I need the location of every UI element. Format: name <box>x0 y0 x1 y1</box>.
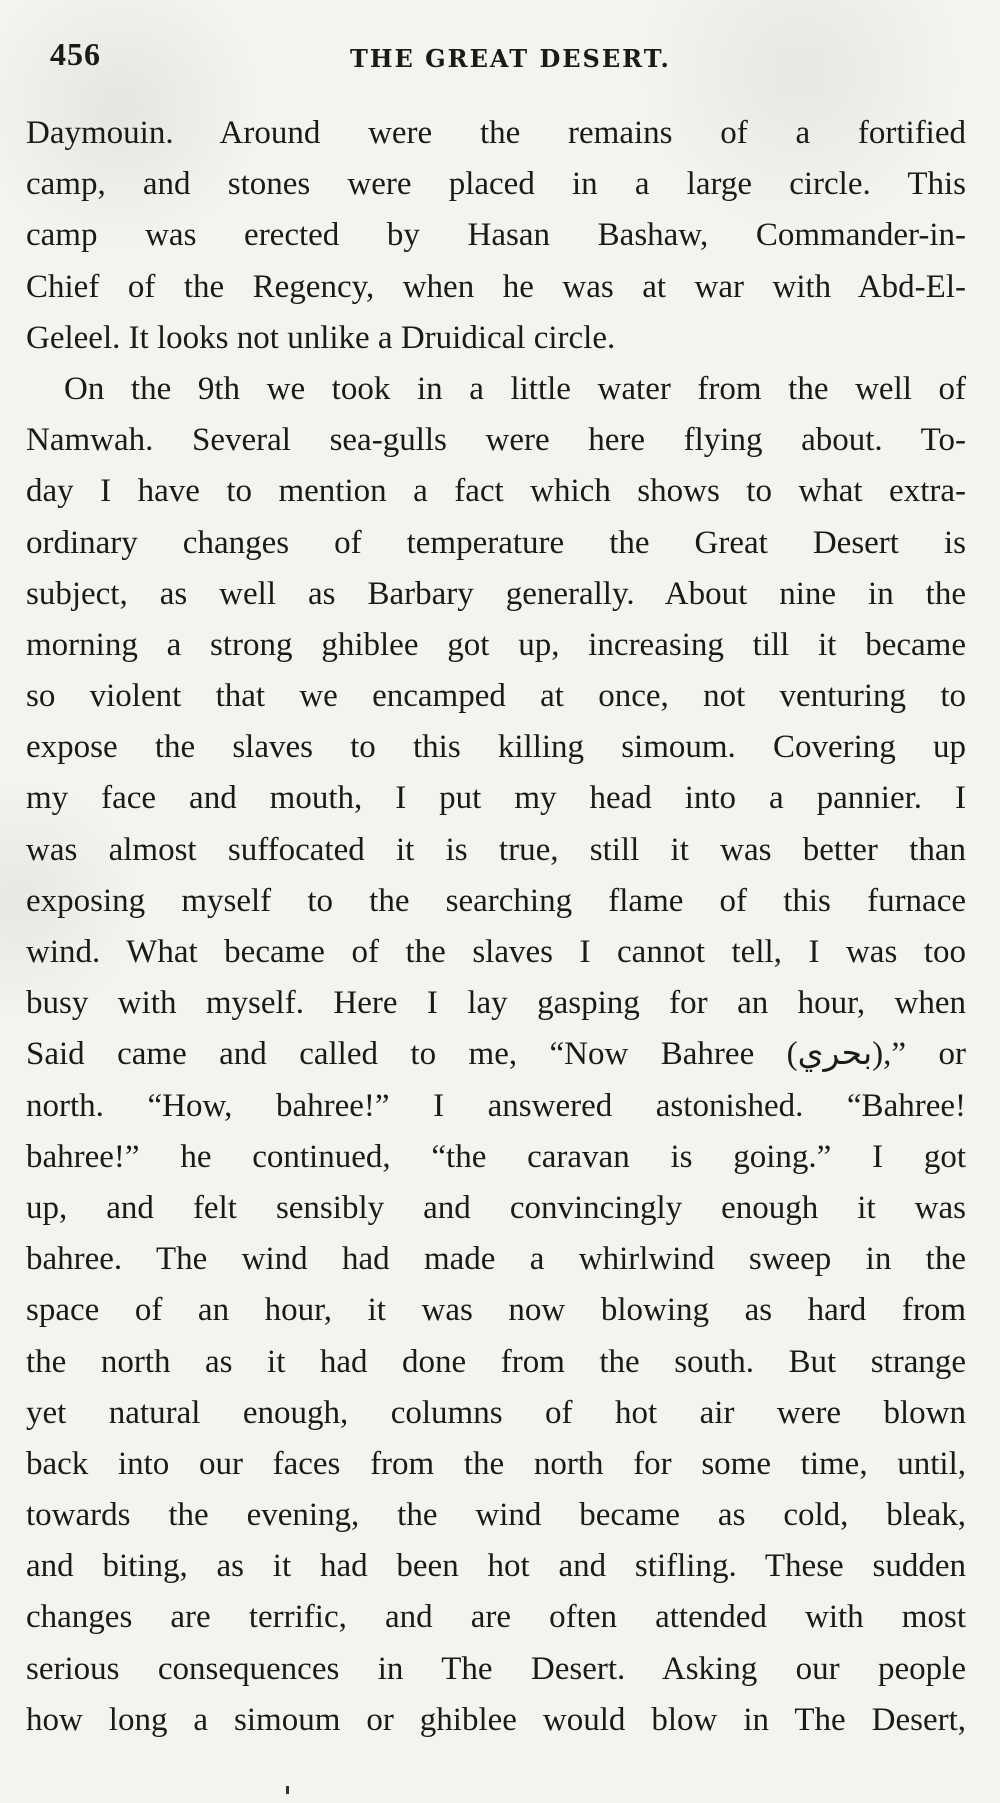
text-line: camp was erected by Hasan Bashaw, Commander-in- <box>26 217 966 254</box>
text-line: my face and mouth, I put my head into a pannier. I <box>26 780 966 817</box>
text-line: towards the evening, the wind became as cold, bleak, <box>26 1497 966 1534</box>
text-line: exposing myself to the searching flame of this furnace <box>26 882 966 919</box>
text-line: On the 9th we took in a little water from the well of <box>64 370 966 407</box>
text-line: bahree. The wind had made a whirlwind sweep in the <box>26 1241 966 1278</box>
text-line: ordinary changes of temperature the Great Desert is <box>26 524 966 561</box>
text-line: Said came and called to me, “Now Bahree (بحري),” or <box>26 1036 966 1073</box>
text-line: yet natural enough, columns of hot air were blown <box>26 1394 966 1431</box>
text-line: bahree!” he continued, “the caravan is going.” I got <box>26 1138 966 1175</box>
text-line: Namwah. Several sea-gulls were here flying about. To- <box>26 422 966 459</box>
body-text <box>26 108 966 1746</box>
text-line: morning a strong ghiblee got up, increasing till it became <box>26 626 966 663</box>
print-mark <box>286 1786 289 1794</box>
text-line: expose the slaves to this killing simoum. Covering up <box>26 729 966 766</box>
text-line: Geleel. It looks not unlike a Druidical circle. <box>26 319 616 356</box>
running-title: THE GREAT DESERT. <box>350 44 671 73</box>
text-line: space of an hour, it was now blowing as hard from <box>26 1292 966 1329</box>
text-line: the north as it had done from the south. But strange <box>26 1343 966 1380</box>
text-line: wind. What became of the slaves I cannot tell, I was too <box>26 934 966 970</box>
text-line: Daymouin. Around were the remains of a fortified <box>26 115 966 151</box>
text-line: camp, and stones were placed in a large circle. This <box>26 166 966 203</box>
text-line: back into our faces from the north for some time, until, <box>26 1445 966 1482</box>
text-line: and biting, as it had been hot and stifling. These sudden <box>26 1548 966 1585</box>
page-number: 456 <box>50 36 101 72</box>
text-line: north. “How, bahree!” I answered astonished. “Bahree! <box>26 1087 966 1124</box>
text-line: changes are terrific, and are often attended with most <box>26 1599 966 1636</box>
text-line: so violent that we encamped at once, not venturing to <box>26 678 966 715</box>
text-line: busy with myself. Here I lay gasping for an hour, when <box>26 985 966 1022</box>
page-header <box>50 36 950 86</box>
text-line: Chief of the Regency, when he was at war with Abd-El- <box>26 268 966 305</box>
text-line: subject, as well as Barbary generally. About nine in the <box>26 575 966 612</box>
text-line: serious consequences in The Desert. Asking our people <box>26 1650 966 1687</box>
text-line: day I have to mention a fact which shows to what extra- <box>26 473 966 510</box>
text-line: up, and felt sensibly and convincingly enough it was <box>26 1189 966 1226</box>
text-line: how long a simoum or ghiblee would blow in The Desert, <box>26 1701 966 1738</box>
text-line: was almost suffocated it is true, still it was better than <box>26 831 966 868</box>
